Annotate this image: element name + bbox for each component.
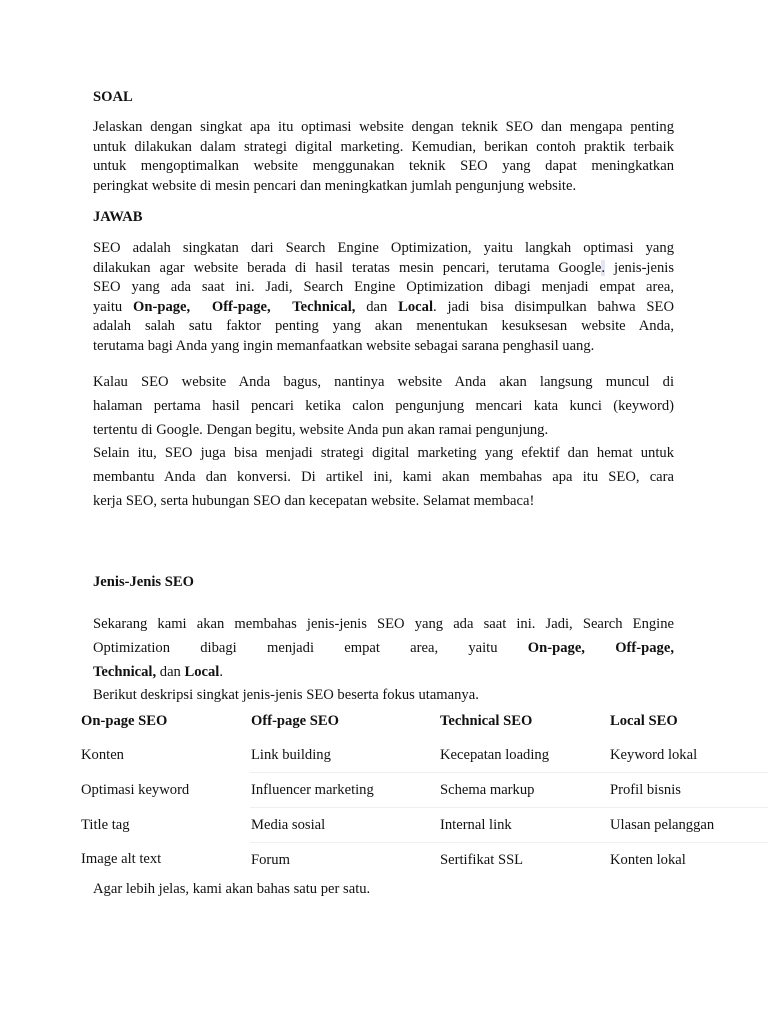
jenis-p1-line: Sekarang kami akan membahas jenis-jenis SEO yang ada saat ini. Jadi, Search Engine (93, 616, 674, 632)
text-run: dan (156, 664, 185, 680)
table-cell: Sertifikat SSL (439, 843, 609, 878)
jenis-outro: Agar lebih jelas, kami akan bahas satu per satu. (93, 881, 371, 897)
table-row (80, 843, 768, 878)
jenis-heading: Jenis-Jenis SEO (93, 574, 194, 590)
table-cell: Influencer marketing (250, 773, 439, 808)
jawab-p2-line: halaman pertama hasil pencari ketika calon pengunjung mencari kata kunci (keyword) (93, 398, 674, 414)
bold-term: Technical, (292, 298, 356, 315)
table-cell: Ulasan pelanggan (609, 808, 768, 843)
soal-line: Jelaskan dengan singkat apa itu optimasi website dengan teknik SEO dan mengapa penting (93, 119, 674, 135)
jawab-paragraph-3 (93, 441, 674, 513)
jawab-paragraph-1 (93, 239, 674, 357)
jenis-p1-line (93, 636, 674, 660)
text-run: jenis-jenis (605, 259, 674, 276)
table-cell: Link building (251, 746, 331, 763)
table-row (80, 738, 768, 773)
bold-term: Local (398, 298, 434, 315)
soal-heading: SOAL (93, 89, 133, 105)
table-cell: Keyword lokal (610, 746, 698, 763)
jawab-heading: JAWAB (93, 209, 143, 225)
soal-paragraph (93, 118, 674, 196)
bold-term: Local (184, 664, 220, 680)
jawab-p1-line (93, 259, 674, 279)
table-cell: Konten (81, 746, 124, 763)
table-header-row (80, 704, 768, 738)
seo-types-table (80, 704, 768, 877)
jawab-p3-line: Selain itu, SEO juga bisa menjadi strategi digital marketing yang efektif dan hemat untuk (93, 445, 674, 461)
table-row (80, 773, 768, 808)
bold-term: Off-page, (615, 640, 674, 656)
bold-term: Technical, (93, 664, 157, 680)
text-run: Optimization dibagi menjadi empat area, yaitu (93, 640, 498, 656)
text-selection-mark: . (601, 259, 606, 276)
jawab-paragraph-2 (93, 370, 674, 442)
table-cell: Schema markup (439, 773, 609, 808)
table-cell: Title tag (81, 816, 130, 833)
jenis-paragraph-1 (93, 612, 674, 684)
text-run: dan (366, 298, 388, 315)
jawab-p1-line (93, 298, 674, 318)
text-run: dilakukan agar website berada di hasil teratas mesin pencari, terutama Google (93, 259, 602, 276)
column-header-local: Local SEO (610, 712, 678, 729)
table-cell: Optimasi keyword (81, 781, 190, 798)
jawab-p1-line: adalah salah satu faktor penting yang akan menentukan kesuksesan website Anda, (93, 318, 674, 335)
table-cell: Internal link (439, 808, 609, 843)
jawab-p1-line: SEO yang ada saat ini. Jadi, Search Engine Optimization dibagi menjadi empat area, (93, 279, 674, 296)
jawab-p2-line: Kalau SEO website Anda bagus, nantinya website Anda akan langsung muncul di (93, 374, 674, 390)
bold-term: Off-page, (211, 298, 271, 315)
column-header-onpage: On-page SEO (81, 712, 168, 729)
table-cell: Image alt text (81, 851, 162, 868)
jawab-p3-line: kerja SEO, serta hubungan SEO dan kecepatan website. Selamat membaca! (93, 493, 535, 509)
column-header-technical: Technical SEO (440, 712, 533, 729)
jenis-intro: Berikut deskripsi singkat jenis-jenis SEO beserta fokus utamanya. (93, 687, 479, 703)
text-run: . jadi bisa disimpulkan bahwa SEO (433, 298, 674, 315)
table-row (80, 808, 768, 843)
jawab-p2-line: tertentu di Google. Dengan begitu, website Anda pun akan ramai pengunjung. (93, 422, 549, 438)
text-run: yaitu (93, 298, 134, 315)
soal-line: peringkat website di mesin pencari dan meningkatkan jumlah pengunjung website. (93, 177, 577, 194)
column-header-offpage: Off-page SEO (251, 712, 339, 729)
soal-line: untuk mengoptimalkan website menggunakan teknik SEO yang dapat meningkatkan (93, 158, 674, 175)
text-run: . (219, 664, 224, 680)
jawab-p3-line: membantu Anda dan konversi. Di artikel ini, kami akan membahas apa itu SEO, cara (93, 469, 674, 485)
bold-term: On-page, (133, 298, 191, 315)
table-cell: Forum (250, 843, 439, 878)
table-cell: Media sosial (250, 808, 439, 843)
bold-term: On-page, (527, 640, 585, 656)
jawab-p1-line: SEO adalah singkatan dari Search Engine Optimization, yaitu langkah optimasi yang (93, 240, 674, 256)
jenis-p1-line (93, 660, 674, 684)
jawab-p1-line: terutama bagi Anda yang ingin memanfaatkan website sebagai sarana penghasil uang. (93, 337, 595, 354)
table-cell: Profil bisnis (609, 773, 768, 808)
table-cell: Konten lokal (609, 843, 768, 878)
soal-line: untuk dilakukan dalam strategi digital marketing. Kemudian, berikan contoh praktik terbaik (93, 138, 674, 155)
table-cell: Kecepatan loading (440, 746, 549, 763)
